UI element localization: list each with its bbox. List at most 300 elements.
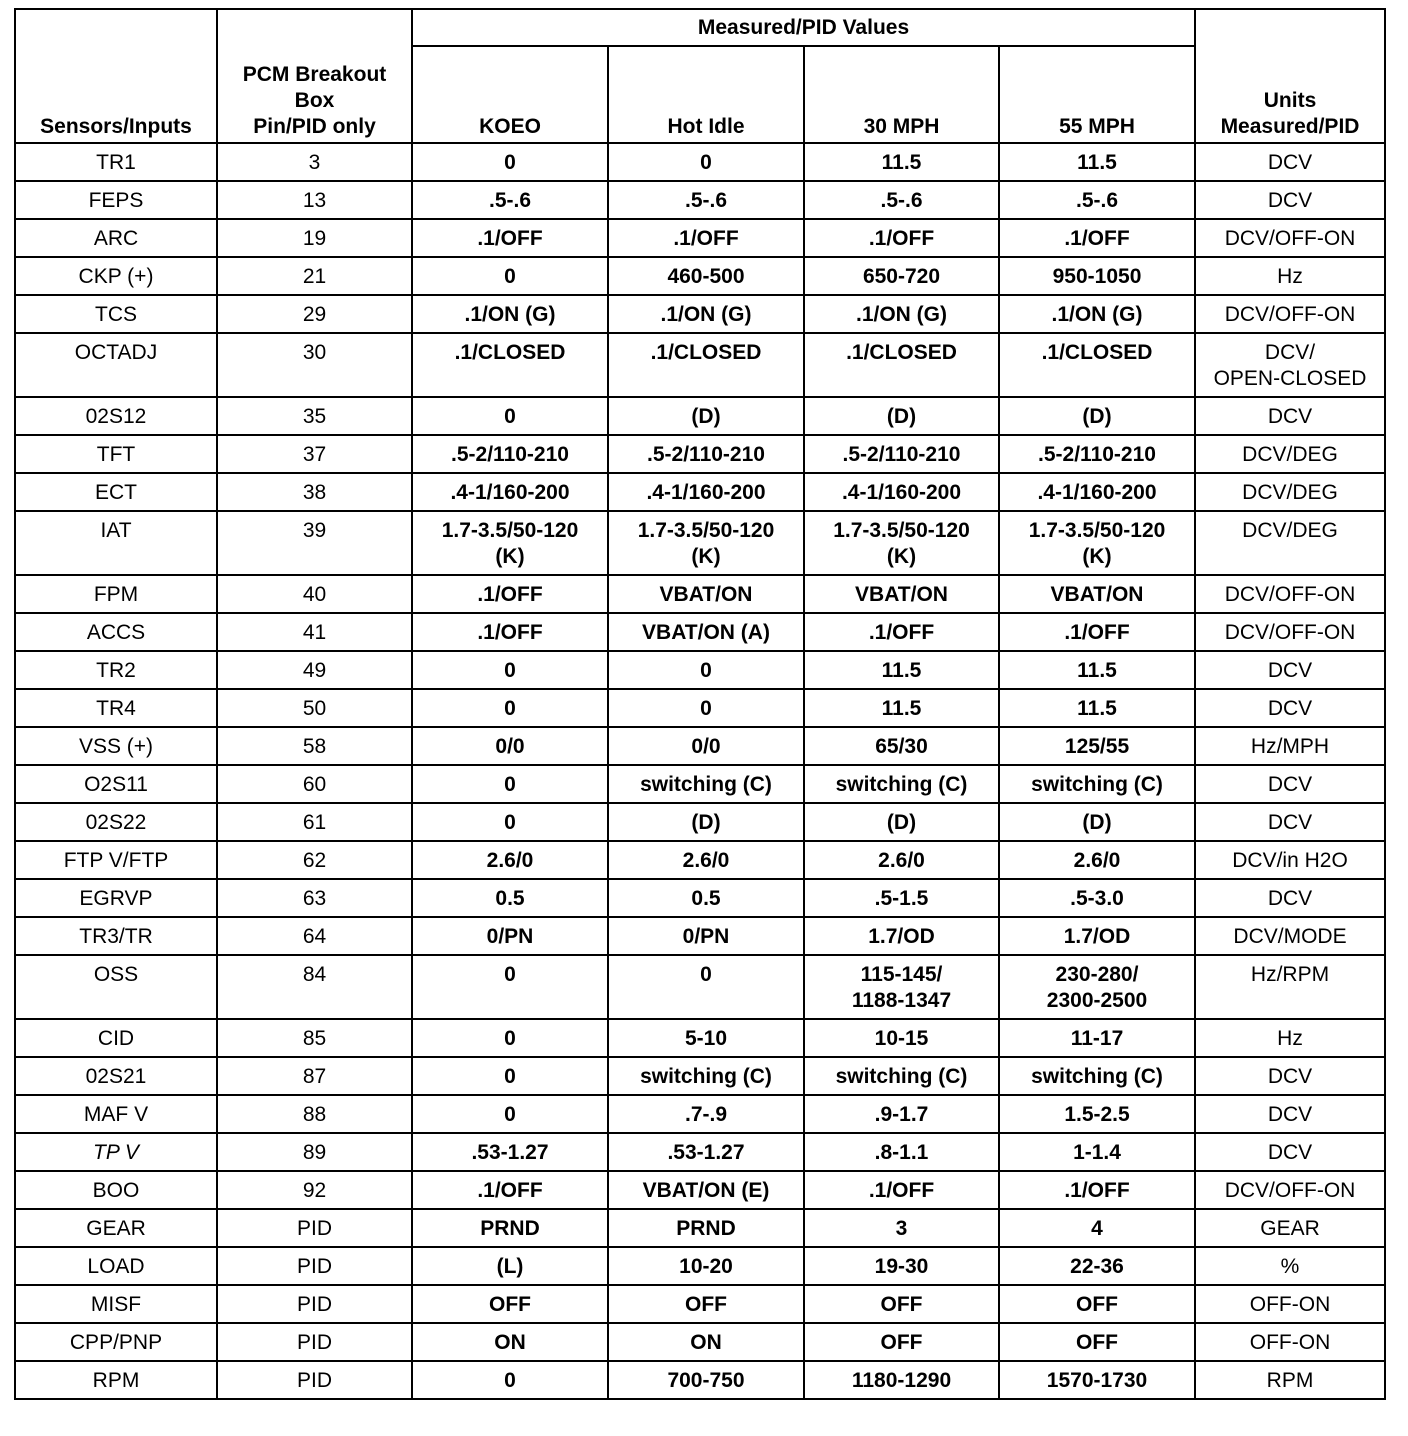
pin-cell-text: 85 [302, 1027, 327, 1050]
pin-cell [217, 879, 412, 917]
hot-idle-value-cell-text: .5-2/110-210 [647, 443, 765, 466]
hot-idle-value-cell [608, 727, 804, 765]
55-mph-value-cell-text: switching (C) [1031, 773, 1163, 796]
table-row [15, 257, 1385, 295]
55-mph-value-cell-text: VBAT/ON [1050, 583, 1144, 606]
30-mph-value-cell-text: (D) [886, 811, 917, 834]
unit-cell [1195, 803, 1385, 841]
koeo-value-cell [412, 295, 608, 333]
hot-idle-value-cell-text: OFF [685, 1293, 727, 1316]
pin-cell-text: 63 [302, 887, 327, 910]
55-mph-value-cell-text: OFF [1076, 1293, 1118, 1316]
koeo-value-cell [412, 1323, 608, 1361]
30-mph-value-cell [804, 1247, 999, 1285]
sensor-name-cell [15, 575, 217, 613]
header-measured-label: Measured/PID Values [697, 15, 910, 39]
sensor-name-cell-text: ARC [93, 227, 139, 250]
table-row [15, 879, 1385, 917]
30-mph-value-cell-text: VBAT/ON [855, 583, 948, 606]
unit-cell-text: DCV [1267, 189, 1313, 212]
30-mph-value-cell [804, 955, 999, 1019]
55-mph-value-cell [999, 295, 1195, 333]
30-mph-value-cell [804, 1019, 999, 1057]
pin-cell-text: 50 [302, 697, 327, 720]
55-mph-value-cell [999, 473, 1195, 511]
30-mph-value-cell-text: 2.6/0 [878, 849, 925, 872]
table-row [15, 143, 1385, 181]
unit-cell [1195, 1171, 1385, 1209]
koeo-value-cell-text: OFF [489, 1293, 531, 1316]
unit-cell [1195, 841, 1385, 879]
30-mph-value-cell-text: 11.5 [881, 151, 922, 174]
55-mph-value-cell [999, 1323, 1195, 1361]
hot-idle-value-cell [608, 397, 804, 435]
table-row [15, 219, 1385, 257]
koeo-value-cell-text: .1/OFF [477, 583, 543, 606]
hot-idle-value-cell-text: switching (C) [640, 773, 772, 796]
55-mph-value-cell [999, 143, 1195, 181]
koeo-value-cell-text: ON [494, 1331, 526, 1354]
unit-cell-text: DCV/OFF-ON [1224, 583, 1356, 606]
hot-idle-value-cell-text: 0/PN [682, 925, 730, 948]
55-mph-value-cell [999, 1247, 1195, 1285]
koeo-value-cell-text: .5-2/110-210 [451, 443, 569, 466]
koeo-value-cell-text: PRND [480, 1217, 540, 1240]
pin-cell-text: 89 [302, 1141, 327, 1164]
55-mph-value-cell [999, 955, 1195, 1019]
30-mph-value-cell-text: (D) [886, 405, 917, 428]
unit-cell [1195, 1285, 1385, 1323]
unit-cell [1195, 917, 1385, 955]
koeo-value-cell [412, 1057, 608, 1095]
sensor-name-cell [15, 651, 217, 689]
table-row [15, 575, 1385, 613]
koeo-value-cell [412, 1209, 608, 1247]
sensor-name-cell-text: OCTADJ [74, 341, 158, 364]
koeo-value-cell-text: 0/0 [495, 735, 525, 758]
sensor-name-cell [15, 955, 217, 1019]
55-mph-value-cell [999, 219, 1195, 257]
koeo-value-cell [412, 1361, 608, 1399]
30-mph-value-cell [804, 1361, 999, 1399]
hot-idle-value-cell-text: 460-500 [667, 265, 745, 288]
unit-cell-text: DCV/in H2O [1232, 849, 1348, 872]
30-mph-value-cell-text: OFF [880, 1293, 923, 1316]
koeo-value-cell-text: 1.7-3.5/50-120 (K) [441, 519, 579, 568]
pin-cell-text: 19 [302, 227, 327, 250]
hot-idle-value-cell [608, 689, 804, 727]
pin-cell-text: 13 [302, 189, 327, 212]
30-mph-value-cell [804, 1323, 999, 1361]
table-row [15, 955, 1385, 1019]
koeo-value-cell [412, 1247, 608, 1285]
sensor-name-cell [15, 1361, 217, 1399]
55-mph-value-cell-text: 1.5-2.5 [1064, 1103, 1130, 1126]
55-mph-value-cell [999, 397, 1195, 435]
30-mph-value-cell-text: switching (C) [835, 1065, 968, 1088]
header-sensors-label: Sensors/Inputs [40, 115, 192, 138]
koeo-value-cell-text: 2.6/0 [486, 849, 534, 872]
sensor-name-cell [15, 917, 217, 955]
pin-cell [217, 143, 412, 181]
pin-cell-text: PID [296, 1217, 332, 1240]
koeo-value-cell [412, 333, 608, 397]
table-row [15, 181, 1385, 219]
sensor-name-cell-text: O2S11 [84, 773, 148, 796]
hot-idle-value-cell [608, 1057, 804, 1095]
unit-cell-text: OFF-ON [1249, 1331, 1331, 1354]
header-30-mph-label: 30 MPH [863, 115, 940, 138]
hot-idle-value-cell-text: .5-.6 [684, 189, 728, 212]
koeo-value-cell-text: 0.5 [495, 887, 525, 910]
pid-values-table [14, 8, 1386, 1400]
unit-cell-text: DCV/MODE [1233, 925, 1347, 948]
55-mph-value-cell [999, 575, 1195, 613]
30-mph-value-cell-text: .5-.6 [880, 189, 923, 212]
koeo-value-cell [412, 143, 608, 181]
table-row [15, 1323, 1385, 1361]
pin-cell [217, 727, 412, 765]
30-mph-value-cell [804, 765, 999, 803]
unit-cell [1195, 435, 1385, 473]
hot-idle-value-cell-text: .1/OFF [673, 227, 739, 250]
koeo-value-cell-text: 0 [504, 265, 516, 288]
sensor-name-cell-text: CID [97, 1027, 135, 1050]
pin-cell-text: 84 [302, 963, 327, 986]
pin-cell-text: 61 [302, 811, 327, 834]
koeo-value-cell-text: .1/OFF [477, 621, 543, 644]
koeo-value-cell-text: 0 [504, 963, 516, 986]
hot-idle-value-cell [608, 879, 804, 917]
pin-cell [217, 765, 412, 803]
30-mph-value-cell [804, 879, 999, 917]
55-mph-value-cell [999, 841, 1195, 879]
hot-idle-value-cell-text: VBAT/ON (A) [642, 621, 770, 644]
koeo-value-cell-text: .1/OFF [477, 1179, 543, 1202]
koeo-value-cell-text: .5-.6 [488, 189, 532, 212]
header-sensors-inputs [15, 9, 217, 143]
koeo-value-cell [412, 257, 608, 295]
sensor-name-cell [15, 765, 217, 803]
koeo-value-cell-text: .4-1/160-200 [450, 481, 570, 504]
55-mph-value-cell [999, 1019, 1195, 1057]
sensor-name-cell-text: FPM [93, 583, 139, 606]
pin-cell [217, 219, 412, 257]
unit-cell-text: OFF-ON [1249, 1293, 1331, 1316]
55-mph-value-cell [999, 181, 1195, 219]
30-mph-value-cell [804, 803, 999, 841]
koeo-value-cell-text: .1/OFF [477, 227, 543, 250]
pin-cell [217, 689, 412, 727]
unit-cell-text: Hz [1277, 265, 1303, 288]
55-mph-value-cell [999, 1171, 1195, 1209]
hot-idle-value-cell [608, 651, 804, 689]
header-measured-values [412, 9, 1195, 46]
koeo-value-cell-text: .1/ON (G) [464, 303, 556, 326]
hot-idle-value-cell [608, 1019, 804, 1057]
pin-cell-text: 21 [302, 265, 327, 288]
header-units [1195, 9, 1385, 143]
koeo-value-cell-text: (L) [496, 1255, 524, 1278]
koeo-value-cell [412, 219, 608, 257]
pin-cell-text: 92 [302, 1179, 327, 1202]
pin-cell [217, 333, 412, 397]
unit-cell [1195, 257, 1385, 295]
55-mph-value-cell [999, 917, 1195, 955]
pin-cell-text: 40 [302, 583, 327, 606]
55-mph-value-cell-text: .1/OFF [1064, 1179, 1130, 1202]
sensor-name-cell [15, 689, 217, 727]
unit-cell-text: GEAR [1260, 1217, 1320, 1240]
55-mph-value-cell-text: (D) [1082, 811, 1112, 834]
sensor-name-cell-text: FTP V/FTP [63, 849, 169, 872]
30-mph-value-cell-text: 1180-1290 [851, 1369, 952, 1392]
30-mph-value-cell [804, 1057, 999, 1095]
hot-idle-value-cell-text: 0 [700, 659, 712, 682]
hot-idle-value-cell [608, 1247, 804, 1285]
unit-cell-text: DCV/DEG [1242, 519, 1338, 542]
sensor-name-cell-text: LOAD [87, 1255, 145, 1278]
hot-idle-value-cell [608, 1095, 804, 1133]
sensor-name-cell [15, 181, 217, 219]
hot-idle-value-cell-text: 0 [700, 697, 712, 720]
pin-cell [217, 397, 412, 435]
sensor-name-cell-text: VSS (+) [78, 735, 154, 758]
unit-cell-text: DCV [1267, 659, 1313, 682]
pin-cell [217, 1057, 412, 1095]
pin-cell [217, 1171, 412, 1209]
unit-cell [1195, 1209, 1385, 1247]
table-row [15, 1095, 1385, 1133]
table-row [15, 1133, 1385, 1171]
hot-idle-value-cell-text: (D) [691, 811, 721, 834]
sensor-name-cell-text: 02S21 [85, 1065, 147, 1088]
table-row [15, 841, 1385, 879]
30-mph-value-cell [804, 651, 999, 689]
pin-cell-text: 60 [302, 773, 327, 796]
unit-cell [1195, 295, 1385, 333]
55-mph-value-cell [999, 1133, 1195, 1171]
koeo-value-cell [412, 575, 608, 613]
pin-cell-text: PID [296, 1331, 332, 1354]
55-mph-value-cell [999, 613, 1195, 651]
hot-idle-value-cell [608, 219, 804, 257]
unit-cell-text: % [1280, 1255, 1300, 1278]
30-mph-value-cell [804, 181, 999, 219]
30-mph-value-cell-text: .5-2/110-210 [842, 443, 961, 466]
pin-cell-text: 58 [302, 735, 327, 758]
unit-cell-text: DCV [1267, 811, 1313, 834]
30-mph-value-cell [804, 143, 999, 181]
55-mph-value-cell [999, 1285, 1195, 1323]
55-mph-value-cell-text: 11.5 [1077, 659, 1117, 682]
pin-cell [217, 1019, 412, 1057]
hot-idle-value-cell [608, 143, 804, 181]
pin-cell [217, 1095, 412, 1133]
sensor-name-cell [15, 1247, 217, 1285]
30-mph-value-cell [804, 511, 999, 575]
55-mph-value-cell [999, 803, 1195, 841]
table-row [15, 1057, 1385, 1095]
hot-idle-value-cell [608, 613, 804, 651]
unit-cell [1195, 511, 1385, 575]
unit-cell [1195, 955, 1385, 1019]
koeo-value-cell [412, 727, 608, 765]
koeo-value-cell-text: 0 [504, 405, 516, 428]
header-55-mph-label: 55 MPH [1059, 115, 1135, 138]
30-mph-value-cell-text: .1/CLOSED [846, 341, 957, 364]
30-mph-value-cell [804, 727, 999, 765]
pin-cell-text: 38 [302, 481, 327, 504]
table-row [15, 727, 1385, 765]
unit-cell [1195, 1057, 1385, 1095]
hot-idle-value-cell [608, 803, 804, 841]
header-row-group [15, 9, 1385, 46]
header-hot-idle [608, 46, 804, 143]
unit-cell-text: DCV [1267, 697, 1313, 720]
pin-cell-text: 49 [302, 659, 327, 682]
table-row [15, 1019, 1385, 1057]
hot-idle-value-cell [608, 575, 804, 613]
55-mph-value-cell-text: .1/ON (G) [1051, 303, 1143, 326]
unit-cell-text: Hz [1277, 1027, 1303, 1050]
hot-idle-value-cell [608, 257, 804, 295]
hot-idle-value-cell [608, 1171, 804, 1209]
unit-cell-text: DCV/OFF-ON [1224, 1179, 1356, 1202]
table-row [15, 473, 1385, 511]
55-mph-value-cell [999, 1095, 1195, 1133]
header-units-label: Units Measured/PID [1220, 89, 1360, 138]
sensor-name-cell [15, 511, 217, 575]
55-mph-value-cell [999, 257, 1195, 295]
30-mph-value-cell-text: .8-1.1 [874, 1141, 929, 1164]
koeo-value-cell [412, 955, 608, 1019]
unit-cell-text: DCV/ OPEN-CLOSED [1213, 341, 1367, 390]
unit-cell-text: DCV [1267, 1141, 1313, 1164]
sensor-name-cell [15, 727, 217, 765]
koeo-value-cell [412, 689, 608, 727]
unit-cell-text: DCV/DEG [1242, 481, 1338, 504]
hot-idle-value-cell [608, 181, 804, 219]
30-mph-value-cell [804, 841, 999, 879]
sensor-name-cell [15, 143, 217, 181]
sensor-name-cell-text: CPP/PNP [69, 1331, 163, 1354]
unit-cell [1195, 397, 1385, 435]
pin-cell [217, 955, 412, 1019]
55-mph-value-cell-text: 1-1.4 [1073, 1141, 1121, 1164]
table-row [15, 435, 1385, 473]
table-row [15, 1209, 1385, 1247]
unit-cell [1195, 473, 1385, 511]
hot-idle-value-cell-text: .4-1/160-200 [646, 481, 766, 504]
sensor-name-cell-text: MISF [90, 1293, 142, 1316]
unit-cell-text: DCV/OFF-ON [1224, 227, 1356, 250]
hot-idle-value-cell [608, 955, 804, 1019]
30-mph-value-cell-text: OFF [880, 1331, 923, 1354]
koeo-value-cell [412, 511, 608, 575]
hot-idle-value-cell [608, 1285, 804, 1323]
55-mph-value-cell [999, 1057, 1195, 1095]
pin-cell-text: 88 [302, 1103, 327, 1126]
sensor-name-cell-text: ACCS [86, 621, 146, 644]
30-mph-value-cell-text: .5-1.5 [874, 887, 929, 910]
sensor-name-cell-text: EGRVP [79, 887, 153, 910]
sensor-name-cell-text: RPM [92, 1369, 140, 1392]
koeo-value-cell-text: 0 [504, 697, 516, 720]
hot-idle-value-cell-text: 10-20 [679, 1255, 733, 1278]
sensor-name-cell [15, 1209, 217, 1247]
55-mph-value-cell [999, 727, 1195, 765]
30-mph-value-cell [804, 1171, 999, 1209]
30-mph-value-cell [804, 473, 999, 511]
pin-cell [217, 1247, 412, 1285]
koeo-value-cell-text: 0 [504, 811, 516, 834]
55-mph-value-cell-text: 4 [1091, 1217, 1103, 1240]
sensor-name-cell [15, 219, 217, 257]
55-mph-value-cell [999, 651, 1195, 689]
55-mph-value-cell-text: 125/55 [1064, 735, 1130, 758]
pin-cell-text: PID [296, 1255, 332, 1278]
unit-cell [1195, 1019, 1385, 1057]
hot-idle-value-cell [608, 917, 804, 955]
unit-cell [1195, 727, 1385, 765]
55-mph-value-cell-text: .1/OFF [1064, 227, 1130, 250]
hot-idle-value-cell [608, 473, 804, 511]
55-mph-value-cell-text: OFF [1076, 1331, 1118, 1354]
table-row [15, 613, 1385, 651]
sensor-name-cell-text: OSS [93, 963, 139, 986]
unit-cell-text: DCV [1267, 773, 1313, 796]
table-row [15, 1361, 1385, 1399]
hot-idle-value-cell [608, 333, 804, 397]
30-mph-value-cell-text: 65/30 [875, 735, 928, 758]
hot-idle-value-cell-text: 0 [700, 151, 712, 174]
koeo-value-cell-text: 0 [504, 151, 516, 174]
unit-cell [1195, 1095, 1385, 1133]
unit-cell-text: DCV [1267, 151, 1313, 174]
sensor-name-cell [15, 1323, 217, 1361]
pin-cell [217, 511, 412, 575]
unit-cell-text: DCV [1267, 887, 1313, 910]
pin-cell-text: 39 [302, 519, 327, 542]
30-mph-value-cell [804, 689, 999, 727]
sensor-name-cell-text: GEAR [86, 1217, 146, 1240]
sensor-name-cell-text: FEPS [88, 189, 144, 212]
koeo-value-cell [412, 435, 608, 473]
30-mph-value-cell [804, 1209, 999, 1247]
koeo-value-cell-text: 0 [504, 659, 516, 682]
pin-cell [217, 295, 412, 333]
hot-idle-value-cell-text: 700-750 [667, 1369, 745, 1392]
unit-cell-text: DCV/OFF-ON [1224, 621, 1356, 644]
sensor-name-cell [15, 295, 217, 333]
koeo-value-cell [412, 803, 608, 841]
55-mph-value-cell [999, 765, 1195, 803]
table-row [15, 333, 1385, 397]
unit-cell-text: DCV/DEG [1242, 443, 1338, 466]
30-mph-value-cell-text: 115-145/ 1188-1347 [851, 963, 952, 1012]
header-pcm-label: PCM Breakout Box Pin/PID only [242, 63, 387, 138]
30-mph-value-cell [804, 1095, 999, 1133]
koeo-value-cell-text: 0 [504, 773, 516, 796]
55-mph-value-cell-text: 230-280/ 2300-2500 [1046, 963, 1148, 1012]
sensor-name-cell-text: ECT [95, 481, 137, 504]
hot-idle-value-cell [608, 1209, 804, 1247]
pin-cell-text: 87 [302, 1065, 327, 1088]
pin-cell [217, 1323, 412, 1361]
sensor-name-cell-text: BOO [92, 1179, 140, 1202]
sensor-name-cell [15, 333, 217, 397]
